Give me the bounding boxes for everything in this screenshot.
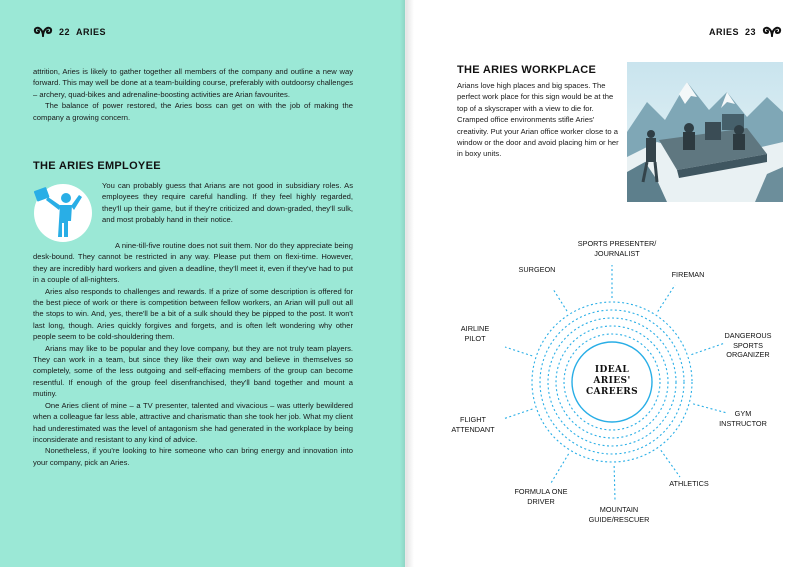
right-running-header <box>709 25 782 39</box>
page-number: 23 <box>744 27 756 37</box>
wheel-spoke <box>551 454 569 483</box>
running-head: ARIES <box>708 27 739 37</box>
career-line: AIRLINE <box>460 324 490 333</box>
career-label <box>451 415 494 434</box>
left-running-header <box>33 25 106 39</box>
wheel-center-line: CAREERS <box>585 387 639 397</box>
career-line: SPORTS <box>733 340 763 350</box>
career-label <box>589 505 650 524</box>
wheel-spoke <box>614 466 615 500</box>
career-line: ORGANIZER <box>726 350 770 359</box>
career-line: MOUNTAIN <box>599 505 639 514</box>
career-line: ATTENDANT <box>451 424 495 434</box>
career-line: GYM <box>734 409 752 418</box>
wheel-center-line: IDEAL <box>594 365 630 375</box>
career-line: FIREMAN <box>671 270 705 279</box>
career-line: SPORTS PRESENTER/ <box>577 239 657 248</box>
intro-paragraph: The balance of power restored, the Aries boss can get on with the job of making the company a growing concern. <box>33 101 353 122</box>
career-line: ATHLETICS <box>669 479 709 488</box>
employee-paragraph: Nonetheless, if you're looking to hire someone who can bring energy and innovation into your company, pick an Aries. <box>33 446 353 467</box>
career-label <box>719 409 767 428</box>
intro-paragraph: attrition, Aries is likely to gather together all members of the company and outline a new way forward. This may well be done at a team-building course, preferably with outdoorsy challenges – archery, quad-bikes and adrenaline-boosting activities are Arian favourites. <box>33 67 353 99</box>
career-label <box>672 270 705 280</box>
running-head: ARIES <box>76 27 107 37</box>
employee-text <box>33 240 353 468</box>
wheel-center-label <box>577 365 647 398</box>
career-label <box>514 487 567 506</box>
workplace-heading: THE ARIES WORKPLACE <box>457 64 597 76</box>
career-label <box>461 324 489 343</box>
career-line: INSTRUCTOR <box>719 418 767 428</box>
wheel-spoke <box>661 450 680 477</box>
ram-icon <box>762 25 782 39</box>
career-label <box>724 331 771 360</box>
wheel-spoke <box>553 289 567 311</box>
wheel-spoke <box>691 343 725 355</box>
career-line: FORMULA ONE <box>514 487 568 496</box>
career-label <box>519 265 556 275</box>
employee-paragraph: Arians may like to be popular and they love company, but they are not truly team players. They can work in a team, but since they like their own way and believe in themselves so completely, some of the less outgoing and self-effacing members of the group can become resentful. If enough of the group feel disenfranchised, they'll band together and mount a mutiny. <box>33 343 353 399</box>
page-gutter <box>400 0 414 567</box>
employee-lead-text <box>102 180 353 226</box>
intro-text <box>33 66 353 123</box>
careers-wheel <box>405 225 810 567</box>
career-line: DANGEROUS <box>724 331 772 340</box>
career-line: GUIDE/RESCUER <box>588 514 650 524</box>
employee-heading: THE ARIES EMPLOYEE <box>33 160 161 172</box>
employee-paragraph: Aries also responds to challenges and rewards. If a prize of some description is offered for the best piece of work or there is competition between fellow workers, an Arian will pull out all the stops to win. And, yes, there'll be a bit of a sulk should they be pipped to the post. It won't last long, though. Aries quickly forgives and forgets, and is often left wondering why other people seem to be cold-shouldering them. <box>33 286 353 342</box>
office-mountain-illustration <box>627 62 783 202</box>
employee-paragraph: You can probably guess that Arians are not good in subsidiary roles. As employees they require careful handling. If they feel highly regarded, they'll up their game, but if they're criticized and down-graded, they'll sulk, and most probably hand in their notice. <box>102 181 353 225</box>
career-line: DRIVER <box>527 496 555 506</box>
wheel-spoke <box>505 347 532 356</box>
illustration-graphic <box>627 62 783 202</box>
ram-icon <box>33 25 53 39</box>
career-line: PILOT <box>464 333 486 343</box>
career-line: SURGEON <box>518 265 556 274</box>
wheel-spoke <box>503 409 532 419</box>
career-line: JOURNALIST <box>594 248 640 258</box>
page-number: 22 <box>59 27 71 37</box>
workplace-text <box>457 80 619 160</box>
employee-paragraph: A nine-till-five routine does not suit them. Nor do they appreciate being desk-bound. They cannot be restricted in any way. Please put them on flexi-time. However, they are incredibly hard workers and given a deadline, they'll meet it, even if they've had to put in a couple of all-nighters. <box>33 241 353 285</box>
career-line: FLIGHT <box>460 415 486 424</box>
employee-paragraph: One Aries client of mine – a TV presenter, talented and vivacious – was utterly bewildered when a colleague far less able, attractive and charismatic than she took her job. What my client had underestimated was the level of antagonism she had generated in the workplace by being inconsiderate and resistant to any kind of advice. <box>33 400 353 444</box>
cheering-person-icon <box>33 183 93 243</box>
career-label <box>669 479 709 489</box>
wheel-center-line: ARIES' <box>593 376 631 386</box>
career-label <box>578 239 657 258</box>
workplace-paragraph: Arians love high places and big spaces. The perfect work place for this sign would be at the top of a skyscraper with a view to die for. Cramped office environments stifle Aries' creativity. Put your Arian office worker close to a window or the door and avoid placing him or her in boxy units. <box>457 81 619 159</box>
wheel-spoke <box>658 285 675 312</box>
